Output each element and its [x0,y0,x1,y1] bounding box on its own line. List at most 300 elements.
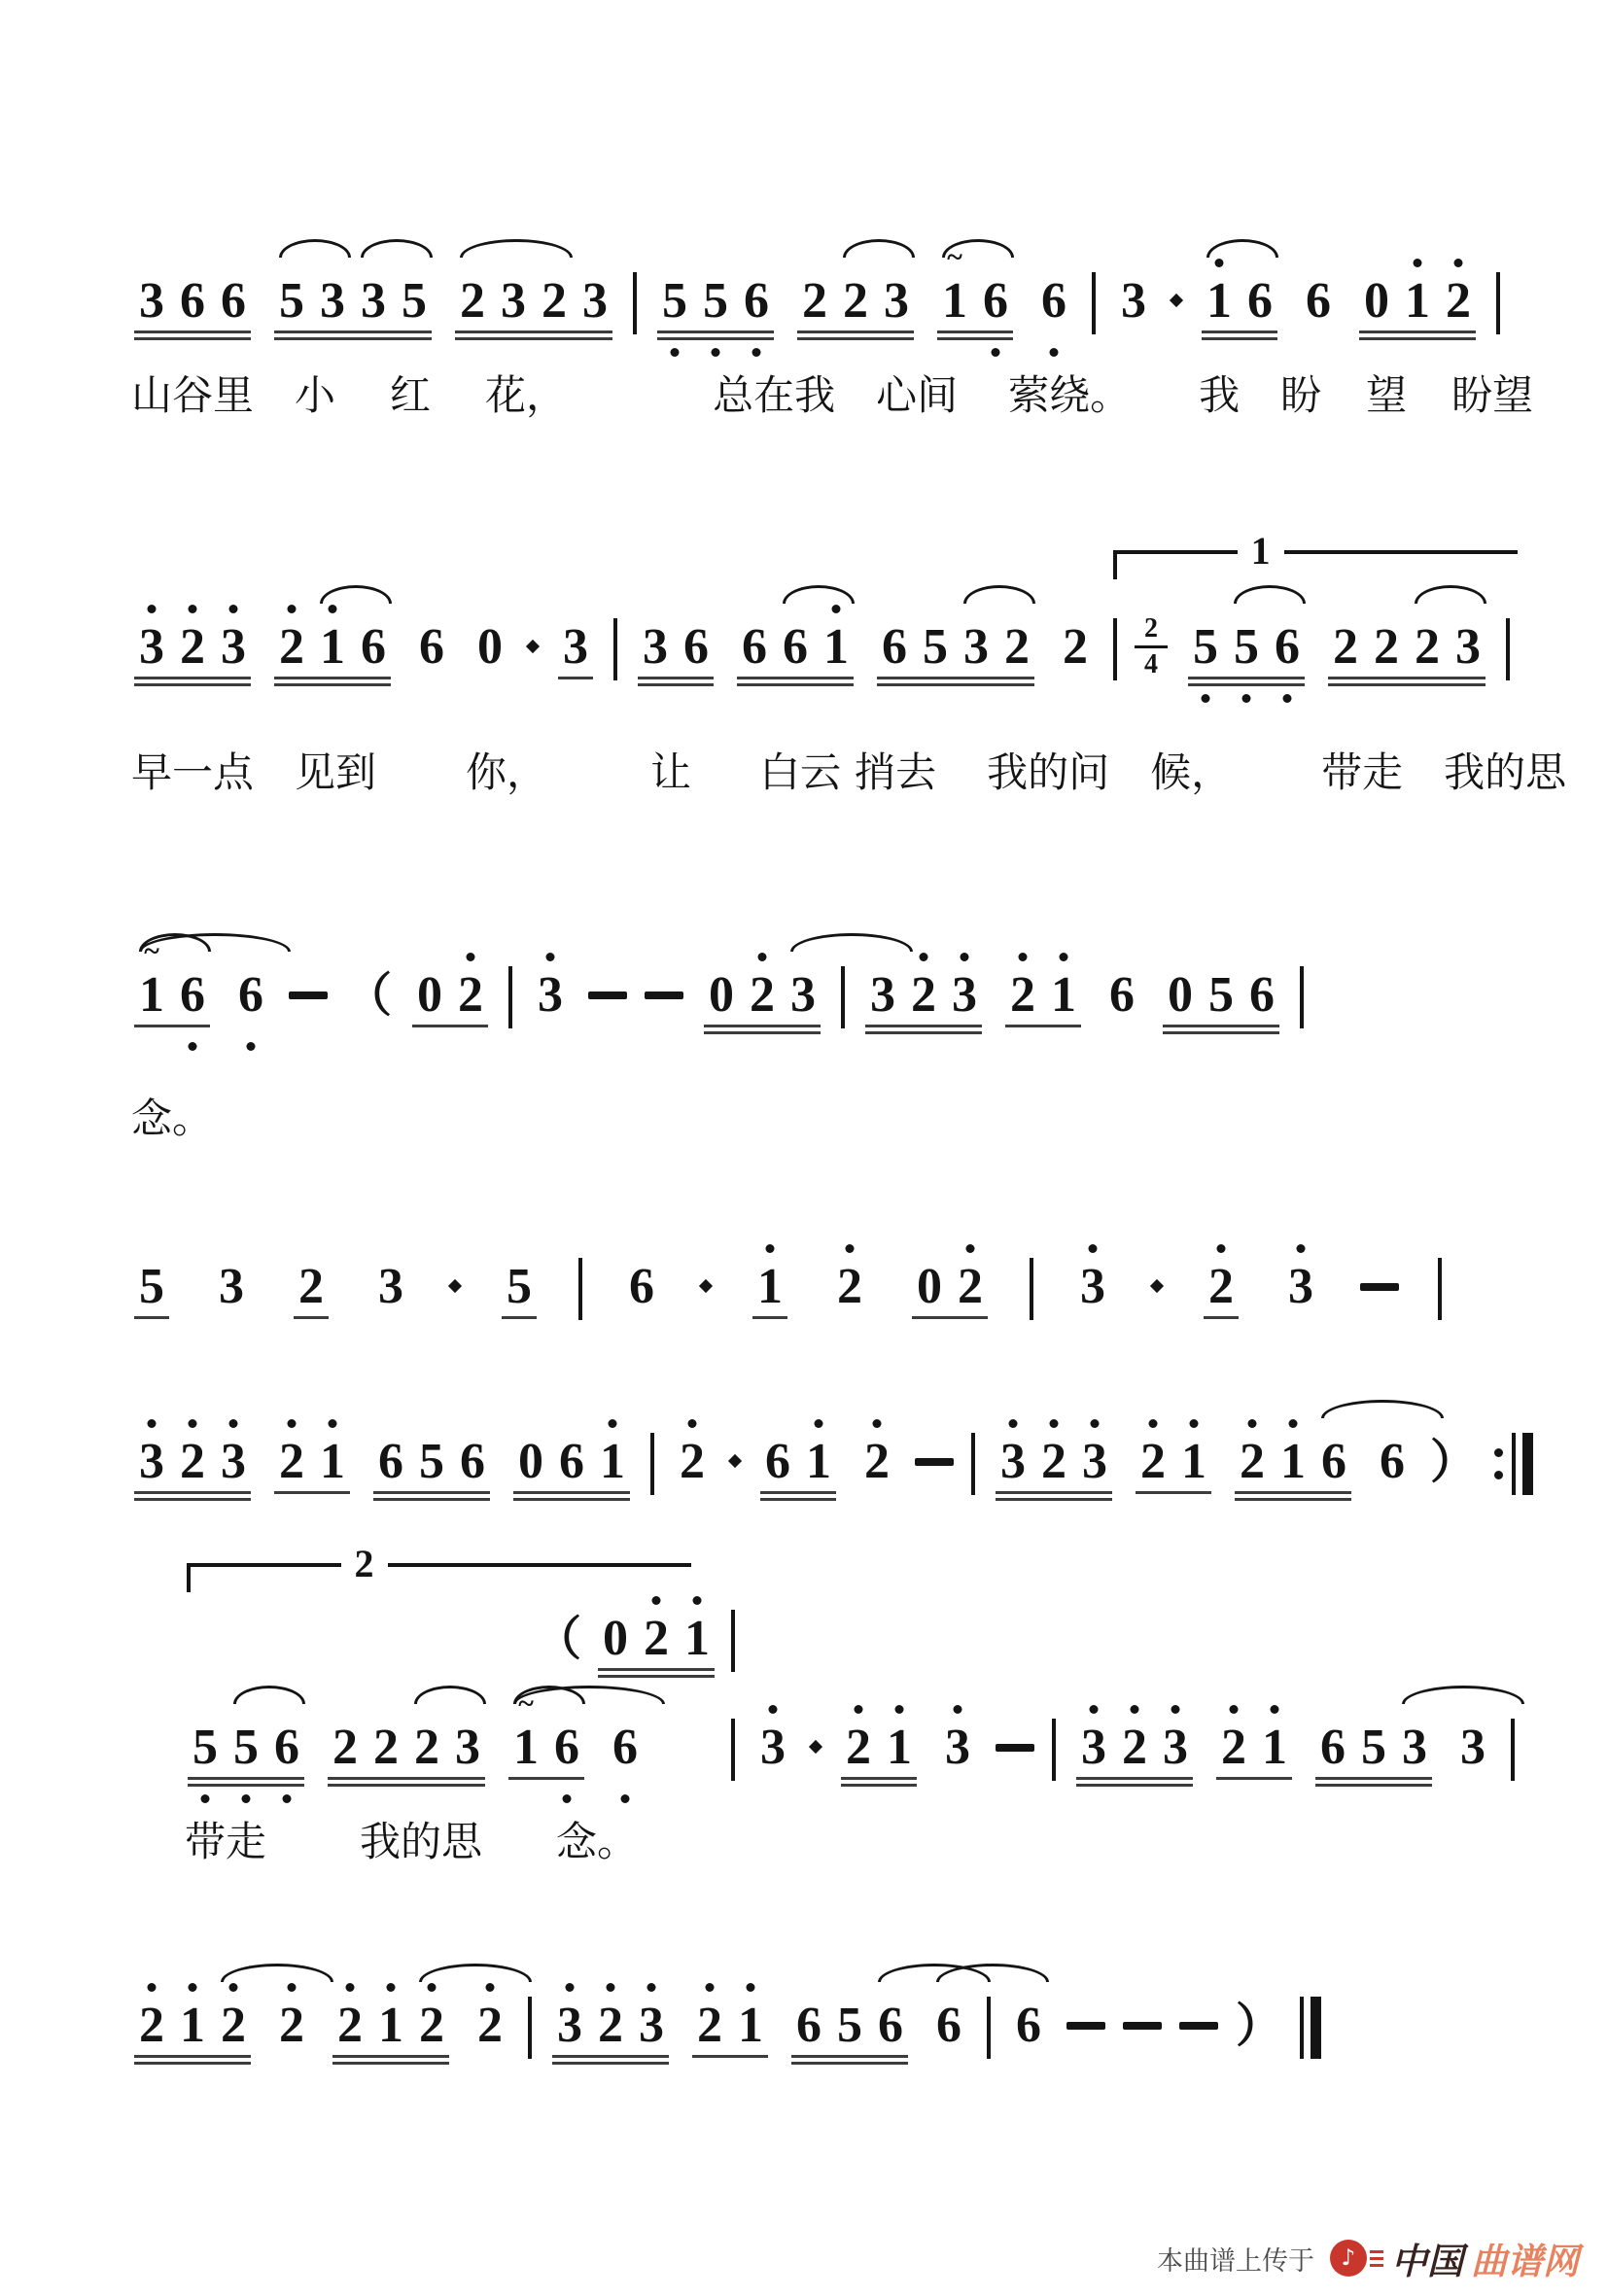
octave-dot-above-icon [652,1596,661,1605]
note-digit: 6 [460,1434,485,1489]
note-digit: 2 [271,1435,312,1489]
lyric-segment: 带走 [1321,749,1404,795]
beam-line [704,1025,821,1027]
beam-line [1359,337,1476,340]
music-system-1 [131,231,1518,377]
note-group [530,925,571,1061]
close-paren: ） [1430,1437,1478,1488]
note-digit: 3 [870,967,896,1023]
note-digit: 3 [1073,1721,1114,1775]
beam-line [598,1668,715,1671]
note-group [1452,1678,1493,1814]
octave-dot-above-icon [920,953,928,961]
note-digit: 5 [1185,620,1226,675]
octave-dot-above-icon [148,1419,157,1428]
note-group [555,577,596,713]
barline [613,618,617,680]
note-group [330,1956,452,2092]
octave-dot-above-icon [1091,1419,1100,1428]
note-digit: 6 [1247,273,1273,329]
note-digit: 3 [963,619,989,675]
beam-line [134,330,251,333]
octave-dot-above-icon [1050,1419,1059,1428]
lyric-segment: 我的思 [360,1819,483,1864]
octave-dot-above-icon [1149,1419,1158,1428]
note-group [1160,925,1282,1061]
octave-dot-below-icon [247,1042,256,1051]
note-group [1280,1217,1321,1353]
note-digit: 5 [837,1998,862,2053]
note-group [672,1392,713,1528]
lyric-segment: 心间 [876,372,959,418]
beam-line [1188,677,1305,679]
slur-arc [460,239,573,258]
barline [1030,1258,1033,1320]
beam-line [912,1316,988,1319]
note-digit: 3 [1460,1720,1486,1775]
beam-line [332,2062,449,2065]
note-digit: 2 [1004,619,1030,675]
note-digit: 5 [419,1434,444,1489]
site-name-light: 曲谱网 [1471,2242,1579,2281]
lyric-segment: 红 [390,372,432,418]
beam-line [1328,677,1486,679]
note-group [794,231,917,367]
note-digit: 2 [172,1435,213,1489]
octave-dot-above-icon [609,1419,617,1428]
note-digit: 2 [1133,1435,1173,1489]
lyric-segment: 盼 [1280,372,1322,418]
note-group [1325,577,1488,713]
beam-line [937,330,1013,333]
note-digit: 2 [298,1259,324,1314]
note-digit: 6 [736,274,777,329]
note-digit: 6 [361,619,386,675]
note-digit: 3 [944,968,985,1023]
barline [1113,618,1117,680]
beam-line [552,2062,669,2065]
augmentation-dot-icon [1150,1279,1164,1293]
note-digit: 2 [590,1999,631,2053]
note-digit: 1 [816,620,856,675]
note-group [1312,1678,1435,1814]
note-digit: 2 [636,1612,677,1666]
note-digit: 2 [172,620,213,675]
octave-dot-below-icon [563,1794,572,1803]
note-digit: 2 [742,968,783,1023]
volta-bracket-2 [187,1542,691,1592]
note-digit: 2 [1033,1435,1074,1489]
note-group [1356,231,1479,367]
note-digit: 5 [1226,620,1267,675]
open-paren: （ [345,970,393,1022]
note-digit: 2 [689,1999,730,2053]
note-group [131,1392,254,1528]
slur-arc [843,239,915,258]
note-digit: 6 [629,1259,654,1314]
note-digit: 1 [1199,274,1240,329]
beam-line [996,1491,1112,1494]
octave-dot-above-icon [688,1419,697,1428]
beam-line [638,683,714,686]
beam-line [657,330,774,333]
note-digit: 2 [470,1999,510,2053]
note-group [510,1392,633,1528]
beam-line [134,1491,251,1494]
beam-line [274,677,391,679]
sustain-dash [645,991,683,999]
close-paren: ） [1236,2000,1283,2052]
note-digit: 1 [730,1999,771,2053]
note-group [689,1956,771,2092]
note-digit: 2 [1333,619,1358,675]
note-digit: 1 [312,1435,353,1489]
lyric-segment: 小 [295,372,336,418]
note-digit: 3 [1280,1260,1321,1314]
slur-arc [279,239,351,258]
note-digit: 6 [783,619,808,675]
note-group [271,231,435,367]
note-group [549,1956,672,2092]
octave-dot-above-icon [1090,1705,1099,1714]
note-digit: 0 [518,1434,543,1489]
octave-dot-above-icon [895,1705,904,1714]
beam-line [1315,1777,1432,1780]
slur-arc [233,1686,305,1704]
note-digit: 3 [1155,1721,1196,1775]
beam-line [134,1025,210,1027]
note-digit: 3 [131,1435,172,1489]
note-digit: 6 [765,1434,790,1489]
beam-line [188,1777,304,1780]
octave-dot-above-icon [288,605,297,613]
beam-line [373,1498,490,1501]
octave-dot-above-icon [346,1983,355,1992]
note-group [1033,231,1074,367]
note-group [621,1217,662,1353]
beam-line [737,683,854,686]
repeat-end-barline [1494,1433,1533,1495]
note-digit: 6 [882,619,907,675]
note-digit: 1 [750,1260,790,1314]
note-group [1073,1678,1196,1814]
note-digit: 0 [1364,273,1389,329]
octave-dot-above-icon [1414,259,1422,267]
octave-dot-below-icon [189,1042,197,1051]
note-digit: 3 [213,1435,254,1489]
note-group [291,1217,332,1353]
note-digit: 6 [975,274,1016,329]
note-digit: 3 [993,1435,1033,1489]
note-digit: 3 [1121,273,1146,329]
note-group [862,925,985,1061]
beam-line [508,1777,584,1780]
octave-dot-above-icon [747,1983,755,1992]
lyric-segment: 早一点 [131,749,255,795]
note-digit: 5 [1208,967,1235,1023]
music-system-7 [131,1956,1339,2102]
octave-dot-above-icon [758,953,767,961]
octave-dot-above-icon [566,1983,575,1992]
final-barline [1300,1997,1321,2059]
note-digit: 3 [320,273,345,329]
beam-line [1076,1777,1193,1780]
octave-dot-above-icon [769,1705,778,1714]
lyric-segment: 见到 [295,749,377,795]
note-digit: 2 [450,968,491,1023]
lyric-segment: 望 [1366,372,1408,418]
note-group [1372,1392,1413,1528]
octave-dot-above-icon [428,1983,437,1992]
note-group [909,1217,991,1353]
note-digit: 3 [139,273,164,329]
note-digit: 6 [1380,1434,1405,1489]
beam-line [1076,1784,1193,1787]
beam-line [937,337,1013,340]
note-digit: 3 [1072,1260,1113,1314]
beam-line [598,1675,715,1678]
note-digit: 1 [879,1721,920,1775]
note-digit: 1 ~ [942,241,967,329]
note-digit: 5 [695,274,736,329]
note-digit: 3 [1455,619,1481,675]
note-group [1101,925,1142,1061]
note-group [1298,231,1339,367]
octave-dot-below-icon [712,348,720,357]
lyrics-line-1 [131,371,1533,420]
octave-dot-above-icon [329,605,337,613]
octave-dot-above-icon [467,953,475,961]
note-group [1113,231,1154,367]
note-group [470,577,510,713]
sustain-dash [996,1744,1034,1752]
note-group [411,577,452,713]
note-digit: 2 [843,273,868,329]
barline [971,1433,975,1495]
beam-line [865,1025,982,1027]
thin-bar [1512,1433,1516,1495]
note-digit: 6 [796,1998,821,2053]
note-group [1002,925,1084,1061]
note-digit: 2 [1063,619,1088,675]
note-digit: 2 [1374,619,1399,675]
note-digit: 2 [131,1999,172,2053]
note-digit: 1 ~ [139,935,164,1023]
beam-line [797,337,914,340]
octave-dot-below-icon [992,348,1000,357]
barline [1511,1719,1515,1781]
octave-dot-above-icon [1289,1419,1298,1428]
note-digit: 1 [1254,1721,1295,1775]
note-digit: 2 [373,1720,399,1775]
footer-upload-note: 本曲谱上传于 [1157,2245,1314,2276]
beam-line [791,2062,908,2065]
octave-dot-below-icon [201,1794,210,1803]
barline [731,1610,735,1672]
note-digit: 5 [185,1721,226,1775]
augmentation-dot-icon [448,1279,462,1293]
note-digit: 2 [802,273,827,329]
octave-dot-above-icon [607,1983,615,1992]
octave-dot-above-icon [1171,1705,1180,1714]
lyrics-line-2 [131,748,1566,797]
octave-dot-above-icon [832,605,841,613]
octave-dot-above-icon [954,1705,962,1714]
barline [650,1433,654,1495]
beam-line [657,337,774,340]
note-group [230,925,271,1061]
sustain-dash [1123,2022,1162,2030]
barline [1052,1719,1056,1781]
note-digit: 5 [279,273,304,329]
note-digit: 3 [1402,1720,1427,1775]
decor [1494,1471,1503,1479]
octave-dot-above-icon [1131,1705,1139,1714]
note-digit: 1 [1273,1435,1313,1489]
beam-line [328,1784,485,1787]
note-digit: 2 [856,1435,897,1489]
beam-line [274,337,432,340]
note-digit: 6 [378,1434,403,1489]
note-digit: 5 [226,1721,266,1775]
note-digit: 3 [1074,1435,1115,1489]
note-digit: 6 [172,968,213,1023]
note-group [131,925,213,1061]
note-group [937,1678,978,1814]
beam-line [513,1491,630,1494]
volta-number: 1 [1238,529,1284,574]
octave-dot-below-icon [1202,694,1210,703]
note-digit: 2 [460,273,485,329]
note-group [874,577,1037,713]
octave-dot-below-icon [242,1794,251,1803]
octave-dot-above-icon [486,1983,495,1992]
sustain-dash [1360,1283,1399,1291]
note-group [1133,1392,1214,1528]
note-digit: 6 [559,1434,584,1489]
slur-arc [414,1686,486,1704]
octave-dot-above-icon [148,1983,157,1992]
thick-bar [1522,1433,1533,1495]
music-note-glyph: ♪ [1341,2244,1356,2271]
time-signature-numerator: 2 [1135,612,1168,648]
octave-dot-below-icon [1050,348,1059,357]
barline [1496,272,1500,334]
beam-line [274,330,432,333]
note-group [1213,1678,1295,1814]
beam-line [1235,1491,1351,1494]
note-digit: 6 [1267,620,1308,675]
note-digit: 2 [271,1999,312,2053]
note-group [131,577,254,713]
beam-line [502,1316,537,1319]
note-digit: 6 [1320,1720,1346,1775]
beam-line [1163,1025,1279,1027]
beam-line [134,1498,251,1501]
note-digit: 3 [582,273,608,329]
note-digit: 6 [1033,274,1074,329]
note-digit: 2 [411,1999,452,2053]
note-digit: 6 [1306,273,1331,329]
note-digit: 2 [672,1435,713,1489]
music-system-4 [131,1217,1481,1363]
beam-line [134,683,251,686]
octave-dot-above-icon [647,1983,656,1992]
beam-line [704,1031,821,1034]
beam-line [996,1498,1112,1501]
octave-dot-above-icon [189,605,197,613]
note-digit: 5 [923,619,948,675]
beam-line [134,1316,169,1319]
note-digit: 6 [180,273,205,329]
beam-line [841,1777,917,1780]
note-digit: 2 [1232,1435,1273,1489]
note-group [271,577,394,713]
note-digit: 6 [1249,967,1276,1023]
augmentation-dot-icon [699,1279,713,1293]
note-digit: 2 [829,1260,870,1314]
octave-dot-above-icon [229,1983,238,1992]
note-group [131,231,254,367]
note-digit: 6 [266,1721,307,1775]
lyric-segment: 让 [650,749,692,795]
lyric-segment: 白云 [759,749,842,795]
octave-dot-above-icon [846,1244,855,1253]
note-group [750,1217,790,1353]
barline [633,272,637,334]
note-group [838,1678,920,1814]
beam-line [1188,683,1305,686]
octave-dot-above-icon [1217,1244,1226,1253]
note-digit: 3 [631,1999,672,2053]
note-group [185,1678,307,1814]
sustain-dash [289,991,328,999]
note-group [856,1392,897,1528]
note-digit: 3 [455,1720,480,1775]
sustain-dash [1179,2022,1218,2030]
beam-line [1136,1491,1211,1494]
slur-arc [1234,585,1306,604]
slur-arc [1415,585,1486,604]
beam-line [134,2062,251,2065]
octave-dot-above-icon [693,1596,702,1605]
octave-dot-above-icon [961,953,969,961]
barline [1506,618,1510,680]
note-group [1232,1392,1354,1528]
note-group [131,1217,172,1353]
octave-dot-above-icon [1009,1419,1018,1428]
note-digit: 5 [507,1259,532,1314]
barline [1092,272,1096,334]
beam-line [638,677,714,679]
beam-line [134,337,251,340]
lyric-segment: 我的思 [1444,749,1567,795]
barline [1438,1258,1442,1320]
note-digit: 3 [219,1259,244,1314]
note-digit: 6 [1016,1998,1041,2053]
note-group [370,1392,493,1528]
note-group [788,1956,911,2092]
lyric-segment: 盼望 [1451,372,1534,418]
note-group [452,231,615,367]
lyric-segment: 花， [485,372,568,418]
lyrics-line-3 [131,1095,213,1143]
note-digit: 2 [213,1999,254,2053]
note-digit: 2 [271,620,312,675]
volta-bracket-1 [1113,529,1518,579]
slur-arc [320,585,392,604]
note-digit: 5 [402,273,427,329]
